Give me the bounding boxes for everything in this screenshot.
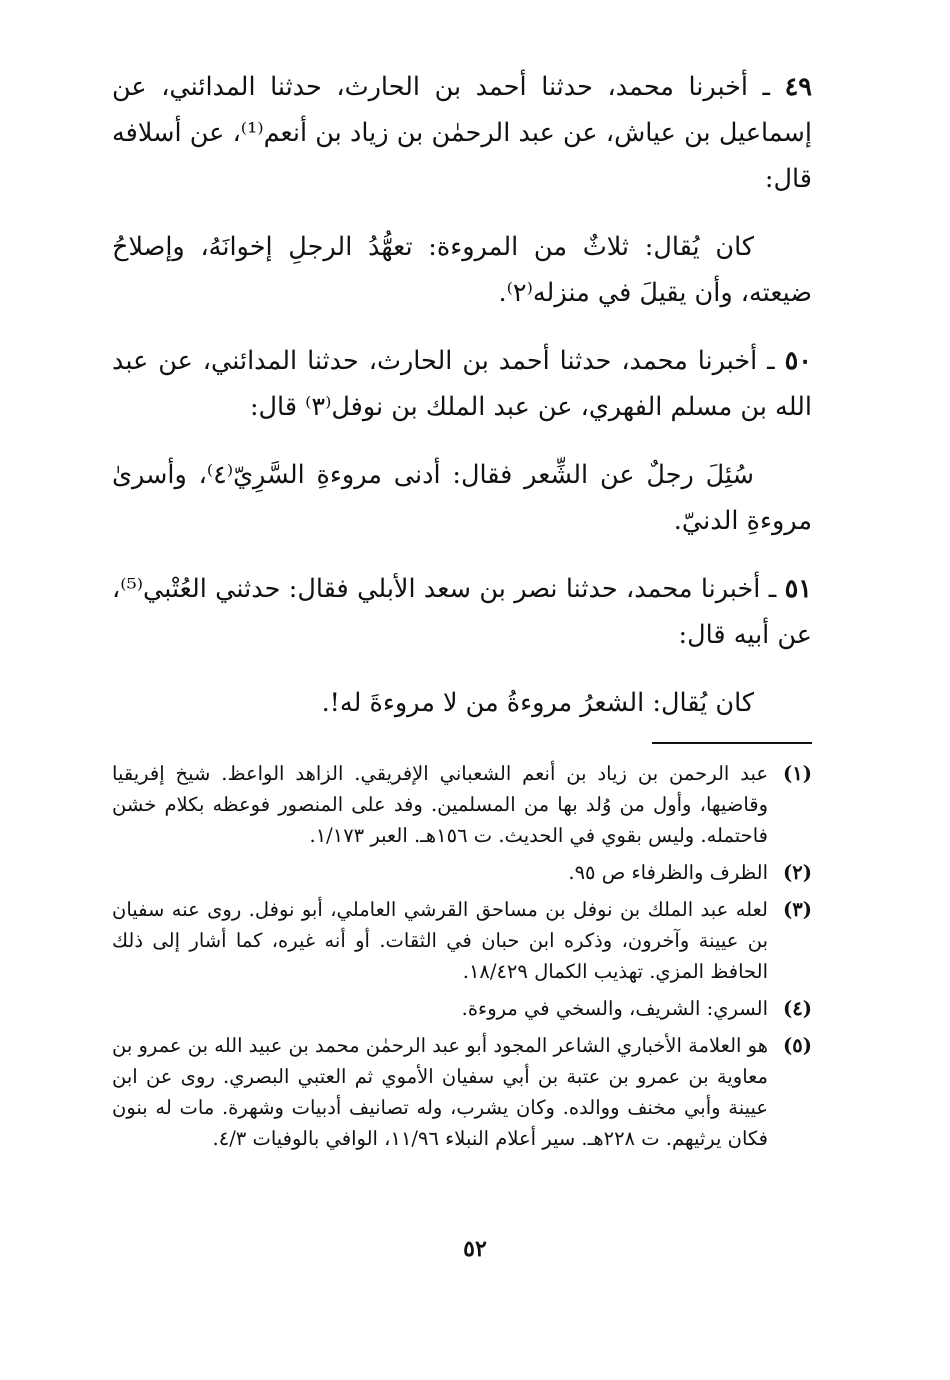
hadith-number: ٤٩: [784, 72, 813, 102]
isnad-text: ـ أخبرنا محمد، حدثنا أحمد بن الحارث، حدثنا المدائني، عن إسماعيل بن عياش، عن عبد الرحمٰن بن زياد بن أنعم⁽¹⁾، عن أسلافه قال:: [112, 72, 812, 194]
footnote-number: (١): [783, 762, 812, 785]
footnote-1: [112, 758, 812, 851]
footnotes: [112, 758, 812, 1160]
page-number: ٥٢: [463, 1236, 487, 1262]
footnote-text: الظرف والظرفاء ص ٩٥.: [568, 861, 768, 884]
hadith-number: ٥١: [784, 574, 812, 604]
hadith-49-quote: كان يُقال: ثلاثٌ من المروءة: تعهُّدُ الرجلِ إخوانَهُ، وإصلاحُ ضيعته، وأن يقيلَ في منزله⁽٢⁾.: [112, 232, 812, 308]
footnote-4: [112, 993, 812, 1024]
hadith-number: ٥٠: [784, 346, 812, 376]
footnote-2: [112, 857, 812, 888]
footnote-text: لعله عبد الملك بن نوفل بن مساحق القرشي العاملي، أبو نوفل. روى عنه سفيان بن عيينة وآخرون، وذكره ابن حبان في الثقات. أو أنه غيره، كما أشار إلى ذلك الحافظ المزي. تهذيب الكمال ١٨/٤٢٩.: [112, 898, 768, 983]
footnote-number: (٤): [783, 997, 812, 1020]
hadith-51-quote: كان يُقال: الشعرُ مروءةُ من لا مروءةَ له!.: [321, 688, 754, 718]
footnote-text: هو العلامة الأخباري الشاعر المجود أبو عبد الرحمٰن محمد بن عبيد الله بن عمرو بن معاوية بن عمرو بن عتبة بن أبي سفيان الأموي ثم العتبي البصري. روى عن ابن عيينة وأبي مخنف ووالده. وكان يشرب، وله تصانيف أدبيات وشهرة. مات له بنون فكان يرثيهم. ت ٢٢٨هـ. سير أعلام النبلاء ١١/٩٦، الوافي بالوفيات ٤/٣.: [112, 1034, 768, 1150]
hadith-49-isnad: [112, 64, 812, 202]
hadith-51-isnad: [112, 566, 812, 658]
isnad-text: ـ أخبرنا محمد، حدثنا أحمد بن الحارث، حدثنا المدائني، عن عبد الله بن مسلم الفهري، عن عبد الملك بن نوفل⁽٣⁾ قال:: [112, 346, 812, 422]
footnote-3: [112, 894, 812, 987]
footnote-number: (٢): [783, 861, 812, 884]
footnote-number: (٥): [783, 1034, 812, 1057]
footnote-number: (٣): [783, 898, 812, 921]
footnote-separator: [652, 742, 812, 744]
isnad-text: ـ أخبرنا محمد، حدثنا نصر بن سعد الأبلي فقال: حدثني العُتْبي⁽⁵⁾، عن أبيه قال:: [112, 574, 812, 650]
footnote-5: [112, 1030, 812, 1154]
footnote-text: عبد الرحمن بن زياد بن أنعم الشعباني الإفريقي. الزاهد الواعظ. شيخ إفريقيا وقاضيها، وأول من وُلد بها من المسلمين. وفد على المنصور فوعظه بكلام خشن فاحتمله. وليس بقوي في الحديث. ت ١٥٦هـ. العبر ١/١٧٣.: [112, 762, 768, 847]
hadith-50-quote: سُئِلَ رجلٌ عن الشِّعر فقال: أدنى مروءةِ السَّرِيّ⁽٤⁾، وأسرىٰ مروءةِ الدنيّ.: [112, 460, 812, 536]
main-text-area: [112, 64, 812, 748]
hadith-50-isnad: [112, 338, 812, 430]
footnote-text: السري: الشريف، والسخي في مروءة.: [461, 997, 768, 1020]
